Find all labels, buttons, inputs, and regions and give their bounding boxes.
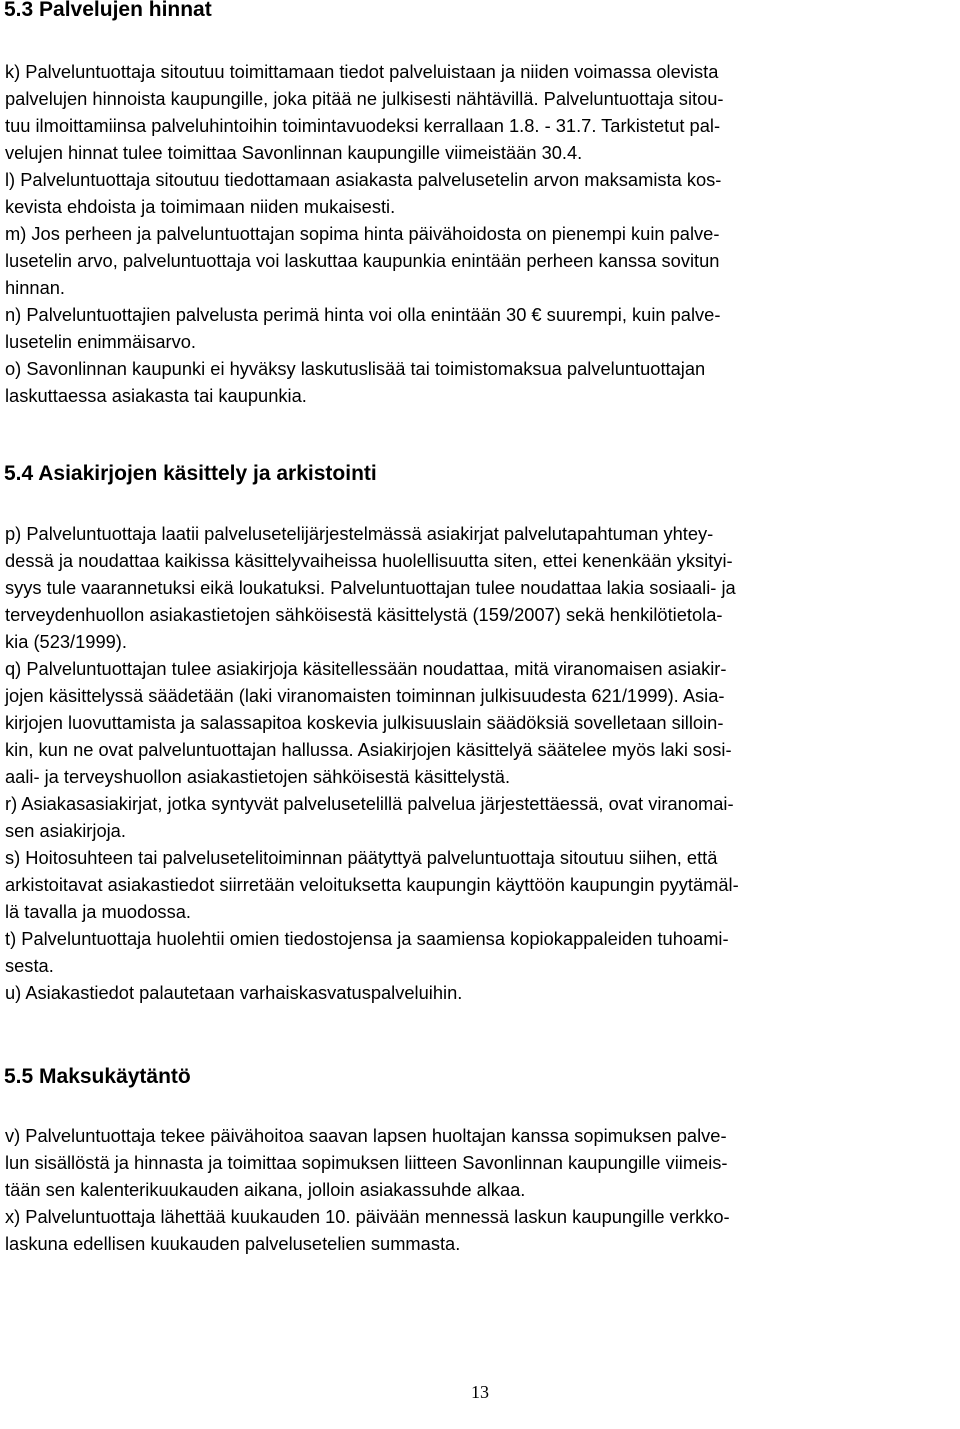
text-line: laskuna edellisen kuukauden palvelusetelien summasta. (5, 1233, 461, 1254)
text-line: v) Palveluntuottaja tekee päivähoitoa saavan lapsen huoltajan kanssa sopimuksen palve- (5, 1125, 727, 1146)
paragraph-k (5, 58, 950, 166)
paragraph-v (5, 1122, 950, 1203)
text-line: sen asiakirjoja. (5, 820, 126, 841)
text-line: kin, kun ne ovat palveluntuottajan hallussa. Asiakirjojen käsittelyä säätelee myös laki sosi- (5, 739, 732, 760)
text-line: x) Palveluntuottaja lähettää kuukauden 10. päivään mennessä laskun kaupungille verkko- (5, 1206, 730, 1227)
page-number: 13 (471, 1382, 489, 1402)
text-line: dessä ja noudattaa kaikissa käsittelyvaiheissa huolellisuutta siten, ettei kenenkään yksityi- (5, 550, 733, 571)
text-line: s) Hoitosuhteen tai palvelusetelitoiminnan päätyttyä palveluntuottaja sitoutuu siihen, että (5, 847, 718, 868)
section-heading-5-3: 5.3 Palvelujen hinnat (4, 0, 212, 21)
text-line: tään sen kalenterikuukauden aikana, jolloin asiakassuhde alkaa. (5, 1179, 526, 1200)
text-line: velujen hinnat tulee toimittaa Savonlinnan kaupungille viimeistään 30.4. (5, 142, 583, 163)
text-line: r) Asiakasasiakirjat, jotka syntyvät palvelusetelillä palvelua järjestettäessä, ovat viranomai- (5, 793, 734, 814)
text-line: t) Palveluntuottaja huolehtii omien tiedostojensa ja saamiensa kopiokappaleiden tuhoami- (5, 928, 729, 949)
text-line: kia (523/1999). (5, 631, 127, 652)
paragraph-r (5, 790, 950, 844)
section-heading-5-5: 5.5 Maksukäytäntö (4, 1065, 191, 1088)
text-line: laskuttaessa asiakasta tai kaupunkia. (5, 385, 307, 406)
text-line: n) Palveluntuottajien palvelusta perimä hinta voi olla enintään 30 € suurempi, kuin palve- (5, 304, 721, 325)
paragraph-n (5, 301, 950, 355)
text-line: tuu ilmoittamiinsa palveluhintoihin toimintavuodeksi kerrallaan 1.8. - 31.7. Tarkistetut pal- (5, 115, 721, 136)
text-line: lusetelin enimmäisarvo. (5, 331, 197, 352)
paragraph-p (5, 520, 950, 655)
text-line: syys tule vaarannetuksi eikä loukatuksi. Palveluntuottajan tulee noudattaa lakia sosiaali- ja (5, 577, 736, 598)
text-line: terveydenhuollon asiakastietojen sähköisestä käsittelystä (159/2007) sekä henkilötietola- (5, 604, 723, 625)
text-line: kirjojen luovuttamista ja salassapitoa koskevia julkisuuslain säädöksiä sovelletaan silloin- (5, 712, 724, 733)
text-line: sesta. (5, 955, 54, 976)
text-line: aali- ja terveyshuollon asiakastietojen sähköisestä käsittelystä. (5, 766, 511, 787)
paragraph-l (5, 166, 950, 220)
text-line: m) Jos perheen ja palveluntuottajan sopima hinta päivähoidosta on pienempi kuin palve- (5, 223, 720, 244)
text-line: hinnan. (5, 277, 65, 298)
text-line: lusetelin arvo, palveluntuottaja voi laskuttaa kaupunkia enintään perheen kanssa sovitun (5, 250, 720, 271)
text-line: kevista ehdoista ja toimimaan niiden mukaisesti. (5, 196, 396, 217)
text-line: q) Palveluntuottajan tulee asiakirjoja käsitellessään noudattaa, mitä viranomaisen asiakir- (5, 658, 727, 679)
text-line: l) Palveluntuottaja sitoutuu tiedottamaan asiakasta palvelusetelin arvon maksamista kos- (5, 169, 722, 190)
paragraph-t (5, 925, 950, 979)
text-line: k) Palveluntuottaja sitoutuu toimittamaan tiedot palveluistaan ja niiden voimassa olevista (5, 61, 719, 82)
text-line: u) Asiakastiedot palautetaan varhaiskasvatuspalveluihin. (5, 982, 463, 1003)
text-line: arkistoitavat asiakastiedot siirretään veloituksetta kaupungin käyttöön kaupungin pyytämäl- (5, 874, 739, 895)
paragraph-s (5, 844, 950, 925)
paragraph-u (5, 979, 950, 1006)
text-line: lun sisällöstä ja hinnasta ja toimittaa sopimuksen liitteen Savonlinnan kaupungille viimeis- (5, 1152, 728, 1173)
paragraph-x (5, 1203, 950, 1257)
paragraph-o (5, 355, 950, 409)
section-heading-5-4: 5.4 Asiakirjojen käsittely ja arkistointi (4, 462, 377, 485)
text-line: p) Palveluntuottaja laatii palvelusetelijärjestelmässä asiakirjat palvelutapahtuman yhtey- (5, 523, 714, 544)
text-line: palvelujen hinnoista kaupungille, joka pitää ne julkisesti nähtävillä. Palveluntuottaja sitou- (5, 88, 724, 109)
paragraph-q (5, 655, 950, 790)
text-line: o) Savonlinnan kaupunki ei hyväksy laskutuslisää tai toimistomaksua palveluntuottajan (5, 358, 706, 379)
paragraph-m (5, 220, 950, 301)
text-line: lä tavalla ja muodossa. (5, 901, 191, 922)
text-line: jojen käsittelyssä säädetään (laki viranomaisten toiminnan julkisuudesta 621/1999). Asia- (5, 685, 725, 706)
